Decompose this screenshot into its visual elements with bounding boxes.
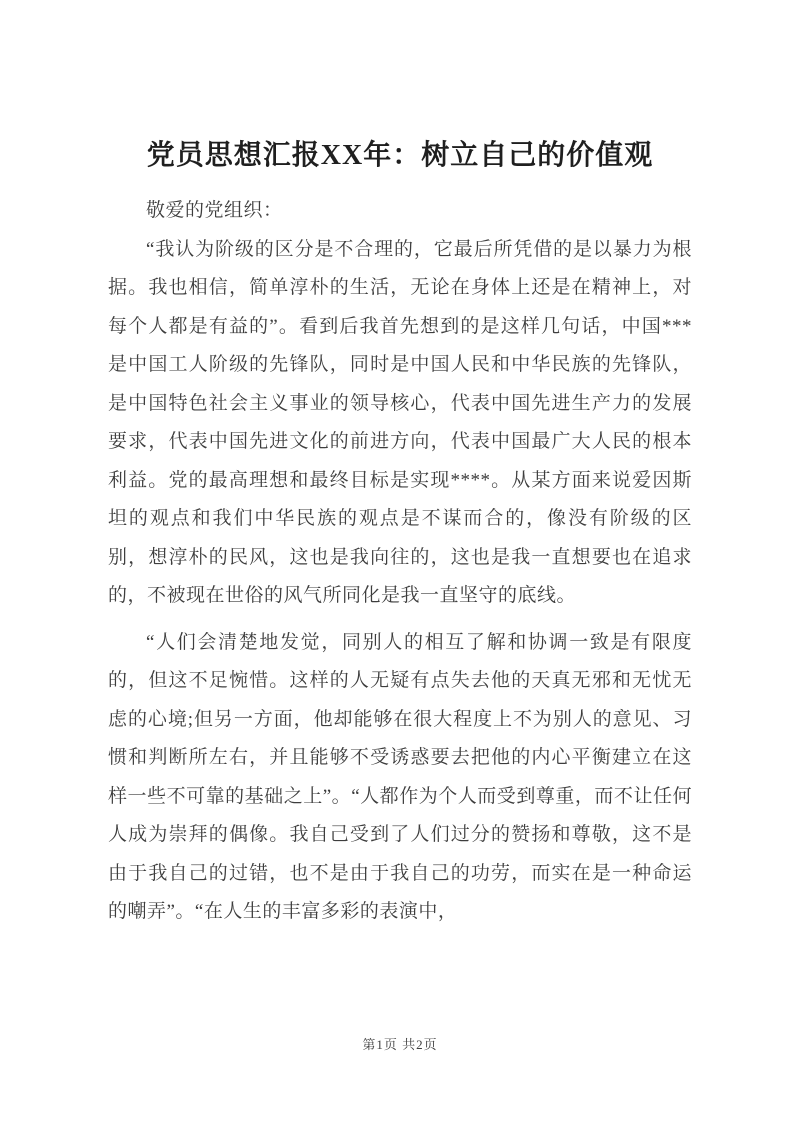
- page-footer: [0, 1034, 800, 1053]
- document-title: 党员思想汇报XX年：树立自己的价值观: [146, 140, 654, 171]
- document-body: [108, 192, 692, 932]
- paragraph-1: “我认为阶级的区分是不合理的，它最后所凭借的是以暴力为根据。我也相信，简单淳朴的生活，无论在身体上还是在精神上，对每个人都是有益的”。看到后我首先想到的是这样几句话，中国***是中国工人阶级的先锋队，同时是中国人民和中华民族的先锋队，是中国特色社会主义事业的领导核心，代表中国先进生产力的发展要求，代表中国先进文化的前进方向，代表中国最广大人民的根本利益。党的最高理想和最终目标是实现****。从某方面来说爱因斯坦的观点和我们中华民族的观点是不谋而合的，像没有阶级的区别，想淳朴的民风，这也是我向往的，这也是我一直想要也在追求的，不被现在世俗的风气所同化是我一直坚守的底线。: [108, 238, 692, 607]
- page-number-label: 第1页 共2页: [362, 1037, 438, 1052]
- paragraph-2: “人们会清楚地发觉，同别人的相互了解和协调一致是有限度的，但这不足惋惜。这样的人无疑有点失去他的天真无邪和无忧无虑的心境;但另一方面，他却能够在很大程度上不为别人的意见、习惯和判断所左右，并且能够不受诱惑要去把他的内心平衡建立在这样一些不可靠的基础之上”。“人都作为个人而受到尊重，而不让任何人成为崇拜的偶像。我自己受到了人们过分的赞扬和尊敬，这不是由于我自己的过错，也不是由于我自己的功劳，而实在是一种命运的嘲弄”。“在人生的丰富多彩的表演中，: [108, 631, 692, 923]
- salutation: 敬爱的党组织：: [146, 200, 283, 222]
